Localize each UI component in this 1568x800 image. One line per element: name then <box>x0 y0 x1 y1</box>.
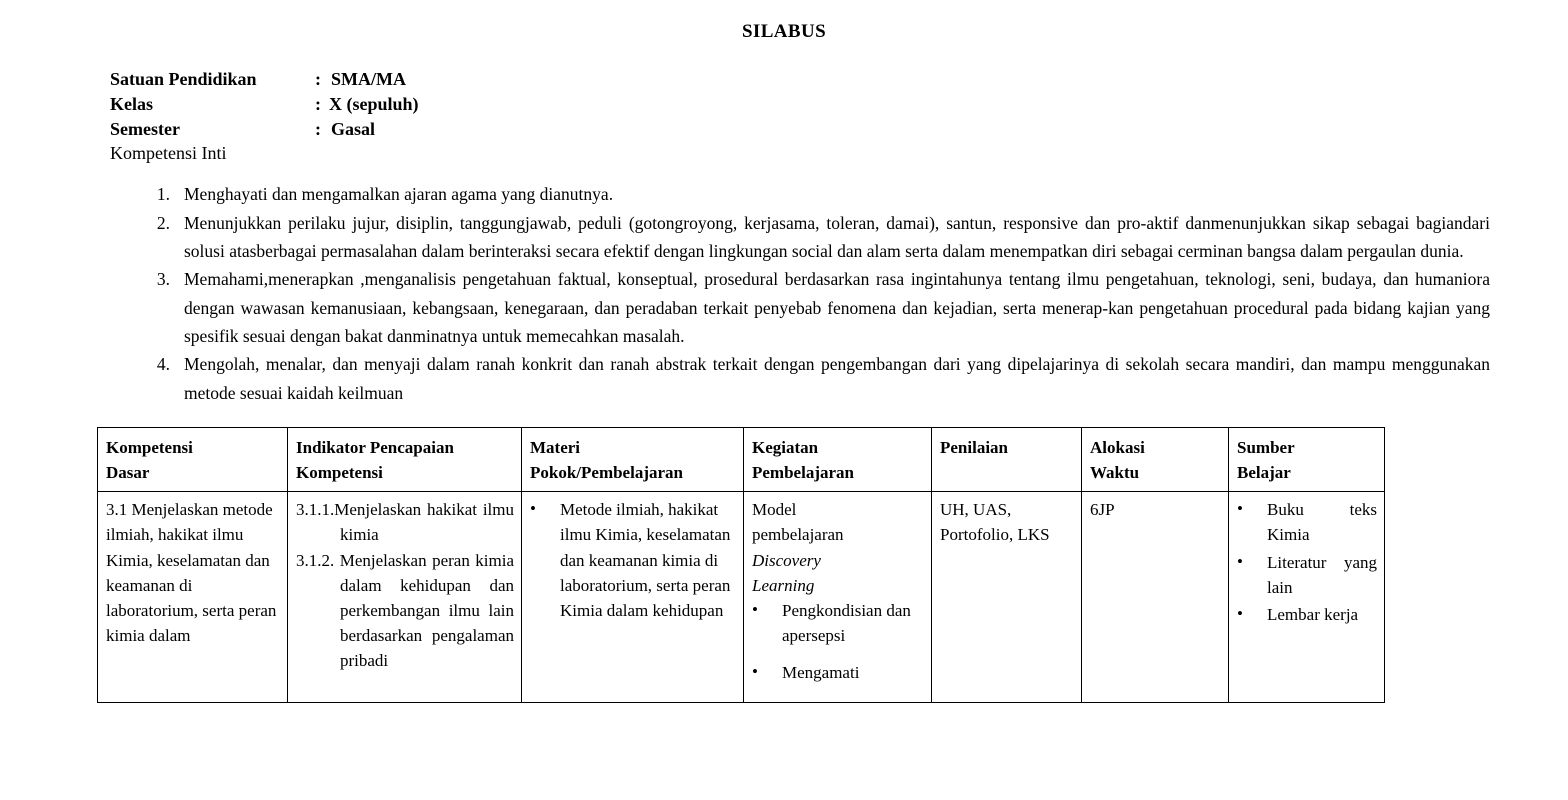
cell-kegiatan-pembelajaran <box>744 492 932 703</box>
kegiatan-model-name-line-1: Discovery <box>752 550 821 570</box>
header-line-1: Materi <box>530 437 581 457</box>
meta-separator: : <box>315 93 321 114</box>
meta-row-semester <box>110 117 1568 142</box>
meta-row-kompetensi-inti <box>110 141 1568 166</box>
column-header-indikator-pencapaian-kompetensi <box>288 427 522 491</box>
list-item-number: 4. <box>156 354 170 375</box>
meta-label-satuan-pendidikan: Satuan Pendidikan <box>110 68 257 89</box>
sumber-belajar-list <box>1237 497 1377 627</box>
column-header-kegiatan-pembelajaran <box>744 427 932 491</box>
indikator-code: 3.1.2. <box>296 550 335 570</box>
bullet-icon: • <box>1237 551 1243 571</box>
kompetensi-dasar-text: 3.1 Menjelaskan metode ilmiah, hakikat ilmu Kimia, keselamatan dan keamanan di laboratorium, serta peran kimia dalam <box>106 500 277 646</box>
materi-pokok-list <box>530 497 736 623</box>
column-header-materi-pokok-pembelajaran <box>522 427 744 491</box>
header-line-1: Indikator Pencapaian <box>296 437 454 457</box>
column-header-kompetensi-dasar <box>98 427 288 491</box>
list-item <box>1237 602 1377 627</box>
header-line-2: Pembelajaran <box>752 463 854 483</box>
cell-alokasi-waktu <box>1082 492 1229 703</box>
meta-label-kelas: Kelas <box>110 93 153 114</box>
indikator-code: 3.1.1. <box>296 500 335 520</box>
indikator-item <box>296 497 514 547</box>
list-item-text: Menunjukkan perilaku jujur, disiplin, tanggungjawab, peduli (gotongroyong, kerjasama, toleran, damai), santun, responsive dan pro-aktif danmenunjukkan sikap sebagai bagiandari solusi atasberbagai permasalahan dalam berinteraksi secara efektif dengan lingkungan social dan alam serta dalam menempatkan diri sebagai cerminan bangsa dalam pergaulan dunia. <box>184 212 1490 261</box>
column-header-sumber-belajar <box>1229 427 1385 491</box>
list-item-text: Menghayati dan mengamalkan ajaran agama yang dianutnya. <box>184 184 614 205</box>
bullet-icon: • <box>752 662 758 682</box>
list-item <box>0 209 1568 266</box>
silabus-table <box>97 427 1385 703</box>
list-item <box>530 497 736 623</box>
indikator-text: Menjelaskan hakikat ilmu kimia <box>334 500 514 545</box>
header-line-1: Penilaian <box>940 437 1009 457</box>
header-line-1: Sumber <box>1237 437 1295 457</box>
meta-row-satuan-pendidikan <box>110 67 1568 92</box>
table-header-row <box>98 427 1385 491</box>
meta-separator: : <box>315 68 321 89</box>
list-item-text: Mengolah, menalar, dan menyaji dalam ranah konkrit dan ranah abstrak terkait dengan pengembangan dari yang dipelajarinya di sekolah secara mandiri, dan mampu menggunakan metode sesuai kaidah keilmuan <box>184 354 1490 403</box>
page-title: SILABUS <box>741 21 827 42</box>
header-line-2: Pokok/Pembelajaran <box>530 463 683 483</box>
list-item <box>0 350 1568 407</box>
silabus-table-wrapper <box>0 427 1568 703</box>
header-line-1: Kompetensi <box>106 437 193 457</box>
list-item-number: 2. <box>156 212 170 233</box>
kegiatan-intro-line-2: pembelajaran <box>752 525 844 545</box>
list-item-text: Memahami,menerapkan ,menganalisis pengetahuan faktual, konseptual, prosedural berdasarkan rasa ingintahunya tentang ilmu pengetahuan, teknologi, seni, budaya, dan humaniora dengan wawasan kemanusiaan, kebangsaan, kenegaraan, dan peradaban terkait penyebab fenomena dan kejadian, serta menerap-kan pengetahuan procedural pada bidang kajian yang spesifik sesuai dengan bakat danminatnya untuk memecahkan masalah. <box>184 269 1490 346</box>
bullet-icon: • <box>530 499 536 519</box>
list-item-text: Lembar kerja <box>1267 604 1359 624</box>
column-header-alokasi-waktu <box>1082 427 1229 491</box>
bullet-icon: • <box>1237 499 1243 519</box>
meta-value-satuan-pendidikan: SMA/MA <box>331 68 406 89</box>
meta-separator: : <box>315 118 321 139</box>
meta-value-semester: Gasal <box>331 118 376 139</box>
penilaian-text: UH, UAS, Portofolio, LKS <box>940 500 1050 545</box>
meta-label-kompetensi-inti: Kompetensi Inti <box>110 143 227 164</box>
list-item-text: Literatur yang lain <box>1267 552 1377 597</box>
list-item-number: 1. <box>156 184 170 205</box>
header-line-1: Kegiatan <box>752 437 819 457</box>
document-meta-block <box>0 67 1568 166</box>
meta-row-kelas <box>110 92 1568 117</box>
header-line-2: Waktu <box>1090 463 1140 483</box>
kegiatan-intro-line-1: Model <box>752 500 797 520</box>
list-item-text: Buku teks Kimia <box>1267 500 1377 545</box>
header-line-2: Belajar <box>1237 463 1291 483</box>
list-item-number: 3. <box>156 269 170 290</box>
list-item <box>1237 497 1377 547</box>
header-line-1: Alokasi <box>1090 437 1145 457</box>
list-item <box>0 180 1568 208</box>
cell-materi-pokok <box>522 492 744 703</box>
table-row <box>98 492 1385 703</box>
header-line-2: Kompetensi <box>296 463 383 483</box>
kegiatan-bullet-list <box>752 598 924 685</box>
list-item-text: Metode ilmiah, hakikat ilmu Kimia, keselamatan dan keamanan kimia di laboratorium, serta peran Kimia dalam kehidupan <box>560 500 731 620</box>
list-item-text: Mengamati <box>782 663 860 683</box>
list-item <box>752 660 924 685</box>
kegiatan-intro <box>752 497 924 598</box>
list-item <box>0 265 1568 350</box>
list-item-text: Pengkondisian dan apersepsi <box>782 600 911 646</box>
header-line-2: Dasar <box>106 463 150 483</box>
bullet-icon: • <box>1237 603 1243 623</box>
cell-sumber-belajar <box>1229 492 1385 703</box>
kompetensi-inti-list <box>0 180 1568 407</box>
kegiatan-model-name-line-2: Learning <box>752 575 815 595</box>
cell-kompetensi-dasar <box>98 492 288 703</box>
indikator-item <box>296 548 514 674</box>
cell-penilaian <box>932 492 1082 703</box>
meta-label-semester: Semester <box>110 118 180 139</box>
indikator-text: Menjelaskan peran kimia dalam kehidupan dan perkembangan ilmu lain berdasarkan pengalaman pribadi <box>339 550 515 671</box>
meta-value-kelas: X (sepuluh) <box>329 93 419 114</box>
bullet-icon: • <box>752 599 758 619</box>
list-item <box>1237 550 1377 600</box>
cell-indikator <box>288 492 522 703</box>
alokasi-waktu-text: 6JP <box>1090 500 1115 520</box>
list-item <box>752 598 924 648</box>
column-header-penilaian <box>932 427 1082 491</box>
